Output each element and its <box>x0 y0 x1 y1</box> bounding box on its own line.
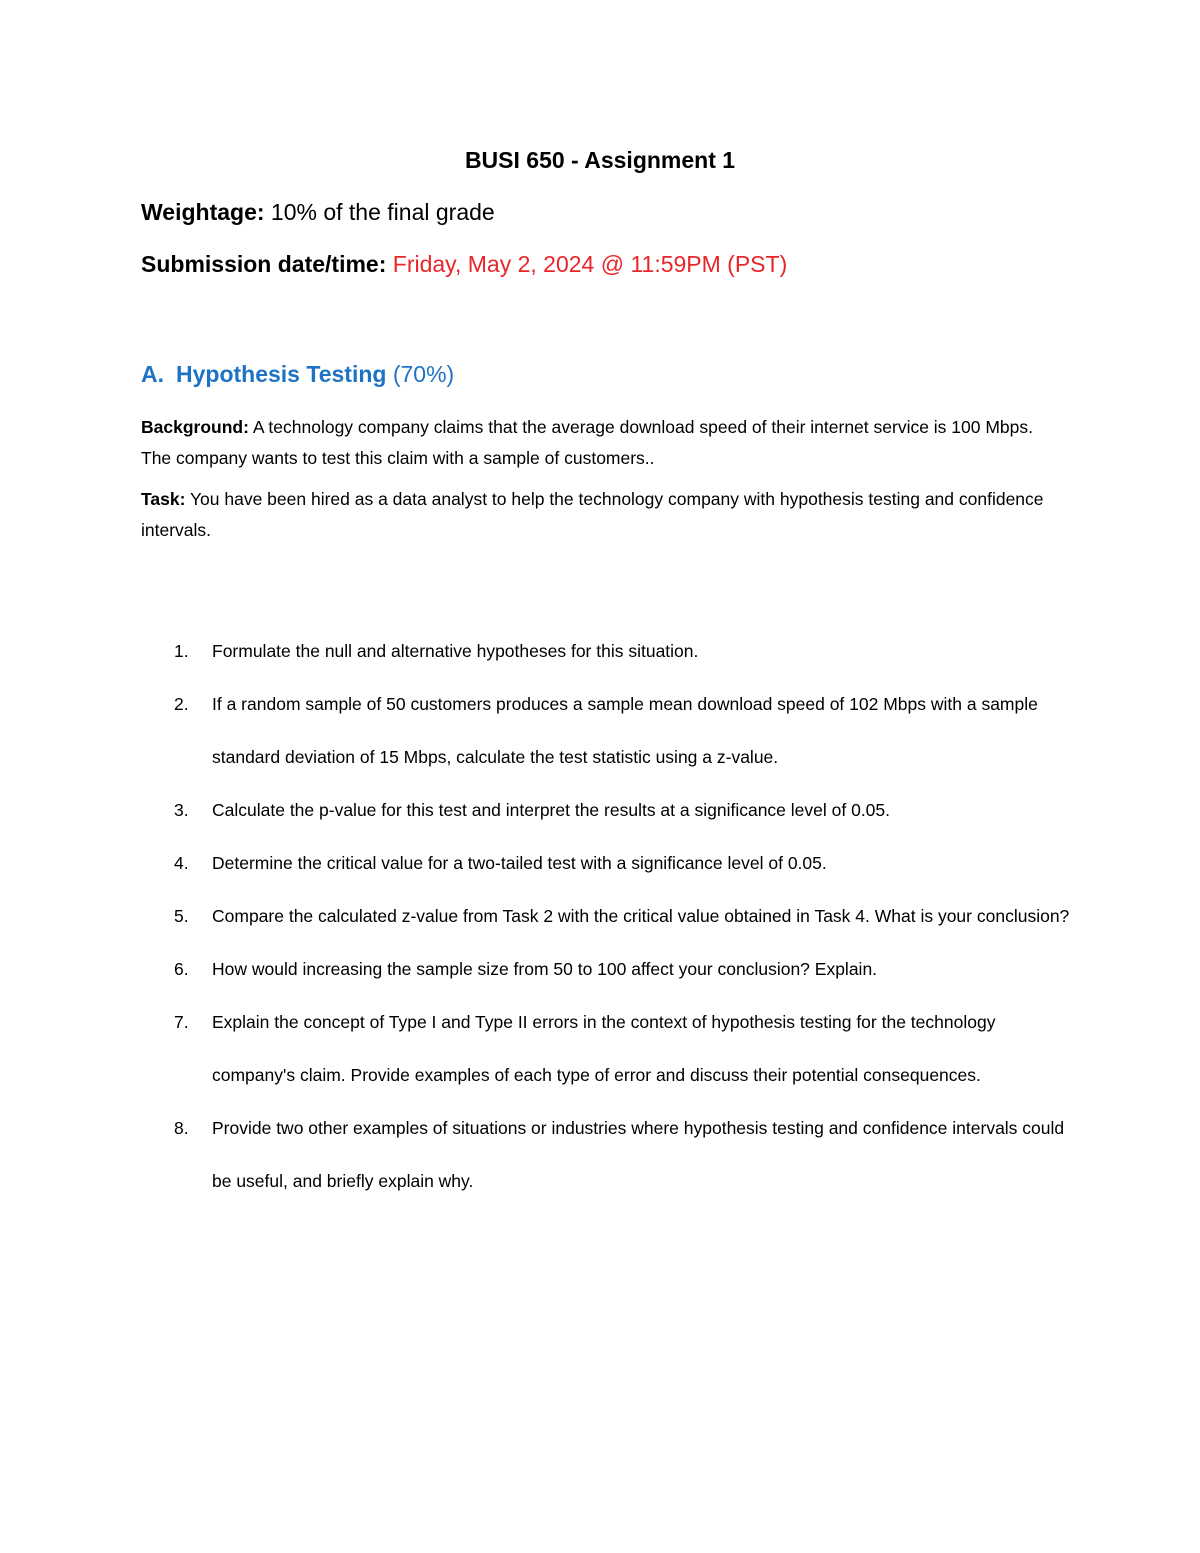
submission-date: Friday, May 2, 2024 @ 11:59PM (PST) <box>392 251 788 277</box>
question-text: If a random sample of 50 customers produces a sample mean download speed of 102 Mbps with a sample standard deviation of 15 Mbps, calculate the test statistic using a z-value. <box>212 694 1038 767</box>
question-number: 2. <box>174 694 189 714</box>
question-item <box>141 1102 1071 1208</box>
question-number: 4. <box>174 853 189 873</box>
background-paragraph <box>141 412 1061 474</box>
question-number: 8. <box>174 1118 189 1138</box>
question-item <box>141 784 1071 837</box>
question-item <box>141 943 1071 996</box>
question-item <box>141 996 1071 1102</box>
question-number: 6. <box>174 959 189 979</box>
weightage-line <box>141 195 495 229</box>
background-label: Background: <box>141 417 249 437</box>
question-item <box>141 837 1071 890</box>
section-title: Hypothesis Testing <box>176 361 387 387</box>
question-text: Calculate the p-value for this test and interpret the results at a significance level of 0.05. <box>212 800 891 820</box>
question-text: Determine the critical value for a two-tailed test with a significance level of 0.05. <box>212 853 827 873</box>
background-text: A technology company claims that the average download speed of their internet service is 100 Mbps. The company wants to test this claim with a sample of customers.. <box>141 417 1034 468</box>
page-title: BUSI 650 - Assignment 1 <box>464 147 736 173</box>
question-text: How would increasing the sample size from 50 to 100 affect your conclusion? Explain. <box>212 959 878 979</box>
question-text: Provide two other examples of situations or industries where hypothesis testing and confidence intervals could be useful, and briefly explain why. <box>212 1118 1065 1191</box>
submission-line <box>141 247 787 281</box>
question-text: Compare the calculated z-value from Task 2 with the critical value obtained in Task 4. What is your conclusion? <box>212 906 1070 926</box>
question-list <box>141 625 1071 1208</box>
task-label: Task: <box>141 489 186 509</box>
section-weight: (70%) <box>392 361 455 387</box>
submission-label: Submission date/time: <box>141 251 387 277</box>
question-number: 3. <box>174 800 189 820</box>
task-paragraph <box>141 484 1061 546</box>
section-letter: A. <box>141 361 164 387</box>
question-text: Explain the concept of Type I and Type II errors in the context of hypothesis testing for the technology company's claim. Provide examples of each type of error and discuss their potential consequences. <box>212 1012 996 1085</box>
weightage-value: 10% of the final grade <box>270 199 495 225</box>
question-item <box>141 625 1071 678</box>
question-item <box>141 678 1071 784</box>
task-text: You have been hired as a data analyst to help the technology company with hypothesis testing and confidence intervals. <box>141 489 1044 540</box>
question-number: 1. <box>174 641 189 661</box>
question-item <box>141 890 1071 943</box>
question-text: Formulate the null and alternative hypotheses for this situation. <box>212 641 699 661</box>
question-number: 5. <box>174 906 189 926</box>
weightage-label: Weightage: <box>141 199 265 225</box>
section-a-heading <box>141 357 454 391</box>
question-number: 7. <box>174 1012 189 1032</box>
